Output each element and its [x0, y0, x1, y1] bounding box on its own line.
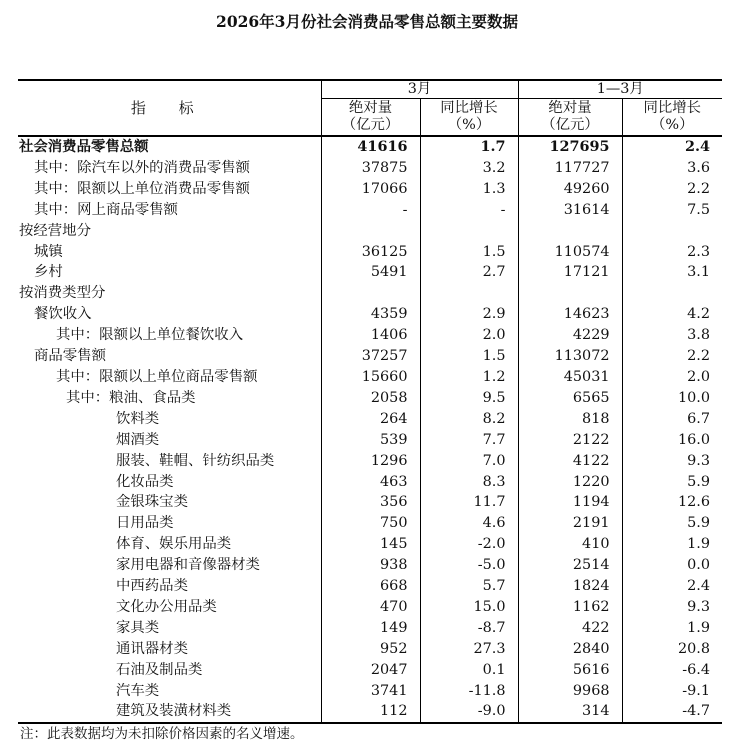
- cell-ytd-abs: 1220: [518, 472, 622, 493]
- cell-ytd-abs: 6565: [518, 388, 622, 409]
- cell-month-abs: 1406: [321, 325, 420, 346]
- table-row: [18, 262, 722, 283]
- cell-month-yoy: -5.0: [420, 555, 518, 576]
- cell-ytd-yoy: 3.6: [622, 158, 722, 179]
- row-label: 烟酒类: [116, 431, 160, 448]
- row-label: 其中：网上商品零售额: [34, 201, 178, 218]
- cell-ytd-yoy: 3.1: [622, 262, 722, 283]
- cell-ytd-yoy: 6.7: [622, 409, 722, 430]
- cell-ytd-abs: 4229: [518, 325, 622, 346]
- table-row: [18, 618, 722, 639]
- page-title: 2026年3月份社会消费品零售总额主要数据: [216, 12, 518, 31]
- table-row: [18, 660, 722, 681]
- table-row: [18, 242, 722, 263]
- cell-month-abs: 668: [321, 576, 420, 597]
- cell-month-abs: 463: [321, 472, 420, 493]
- row-label: 石油及制品类: [116, 661, 203, 678]
- row-label: 家用电器和音像器材类: [116, 557, 260, 574]
- cell-ytd-yoy: 1.9: [622, 618, 722, 639]
- cell-month-abs: 41616: [321, 136, 420, 158]
- cell-month-yoy: 27.3: [420, 639, 518, 660]
- row-label: 其中：粮油、食品类: [66, 389, 196, 406]
- cell-ytd-abs: 127695: [518, 136, 622, 158]
- group-header-ytd: 1—3月: [518, 80, 722, 99]
- row-label: 城镇: [34, 243, 63, 260]
- cell-month-yoy: 5.7: [420, 576, 518, 597]
- row-label: 建筑及装潢材料类: [18, 701, 321, 723]
- footnote: 注：此表数据均为未扣除价格因素的名义增速。: [20, 726, 304, 742]
- cell-month-yoy: 0.1: [420, 660, 518, 681]
- table-row: [18, 430, 722, 451]
- cell-month-abs: 17066: [321, 179, 420, 200]
- cell-month-abs: [321, 283, 420, 304]
- cell-ytd-yoy: 3.8: [622, 325, 722, 346]
- cell-month-yoy: [420, 221, 518, 242]
- row-label: 服装、鞋帽、针纺织品类: [116, 452, 275, 469]
- table-body: [18, 136, 722, 723]
- cell-ytd-yoy: 9.3: [622, 451, 722, 472]
- cell-ytd-abs: [518, 221, 622, 242]
- cell-month-yoy: 7.7: [420, 430, 518, 451]
- cell-month-abs: 4359: [321, 304, 420, 325]
- cell-month-yoy: [420, 283, 518, 304]
- cell-month-abs: 145: [321, 534, 420, 555]
- cell-ytd-abs: 117727: [518, 158, 622, 179]
- cell-month-abs: 264: [321, 409, 420, 430]
- cell-ytd-abs: 113072: [518, 346, 622, 367]
- cell-ytd-yoy: 1.9: [622, 534, 722, 555]
- row-label: 通讯器材类: [116, 640, 188, 657]
- cell-month-abs: 36125: [321, 242, 420, 263]
- cell-ytd-yoy: 7.5: [622, 200, 722, 221]
- cell-month-yoy: -: [420, 200, 518, 221]
- cell-month-yoy: -9.0: [420, 701, 518, 723]
- table-row: [18, 200, 722, 221]
- cell-month-yoy: 1.7: [420, 136, 518, 158]
- cell-ytd-abs: 422: [518, 618, 622, 639]
- cell-ytd-yoy: 2.4: [622, 576, 722, 597]
- cell-month-abs: 938: [321, 555, 420, 576]
- cell-month-yoy: 8.3: [420, 472, 518, 493]
- cell-month-yoy: 15.0: [420, 597, 518, 618]
- row-label: 文化办公用品类: [116, 598, 217, 615]
- cell-ytd-abs: 9968: [518, 681, 622, 702]
- cell-month-yoy: 9.5: [420, 388, 518, 409]
- row-label: 金银珠宝类: [116, 494, 188, 511]
- row-label: 社会消费品零售总额: [19, 138, 149, 155]
- cell-ytd-yoy: 4.2: [622, 304, 722, 325]
- cell-month-abs: 3741: [321, 681, 420, 702]
- table-row: [18, 534, 722, 555]
- cell-ytd-abs: 2191: [518, 513, 622, 534]
- cell-month-yoy: 2.9: [420, 304, 518, 325]
- cell-month-yoy: 3.2: [420, 158, 518, 179]
- row-label: 按经营地分: [19, 222, 91, 239]
- cell-ytd-yoy: 10.0: [622, 388, 722, 409]
- row-label: 体育、娱乐用品类: [116, 536, 232, 553]
- cell-month-abs: [321, 221, 420, 242]
- cell-month-yoy: 2.7: [420, 262, 518, 283]
- cell-month-abs: 539: [321, 430, 420, 451]
- cell-month-abs: 37875: [321, 158, 420, 179]
- cell-ytd-yoy: 5.9: [622, 472, 722, 493]
- cell-ytd-yoy: 0.0: [622, 555, 722, 576]
- row-label: 餐饮收入: [34, 306, 92, 323]
- cell-ytd-yoy: [622, 221, 722, 242]
- cell-month-yoy: 8.2: [420, 409, 518, 430]
- cell-ytd-yoy: 2.0: [622, 367, 722, 388]
- cell-month-yoy: -11.8: [420, 681, 518, 702]
- cell-month-abs: 2058: [321, 388, 420, 409]
- table-row: [18, 136, 722, 158]
- table-row: [18, 179, 722, 200]
- table-row: [18, 576, 722, 597]
- cell-ytd-abs: 410: [518, 534, 622, 555]
- table-row: [18, 639, 722, 660]
- cell-month-abs: 470: [321, 597, 420, 618]
- cell-ytd-yoy: 2.4: [622, 136, 722, 158]
- table-row: [18, 451, 722, 472]
- cell-month-abs: 5491: [321, 262, 420, 283]
- cell-month-abs: 149: [321, 618, 420, 639]
- cell-ytd-yoy: 2.3: [622, 242, 722, 263]
- cell-ytd-abs: 1824: [518, 576, 622, 597]
- cell-month-yoy: 1.5: [420, 346, 518, 367]
- cell-ytd-yoy: -4.7: [622, 701, 722, 723]
- cell-month-yoy: -2.0: [420, 534, 518, 555]
- cell-ytd-yoy: 12.6: [622, 492, 722, 513]
- row-label: 其中：限额以上单位消费品零售额: [34, 180, 250, 197]
- cell-ytd-abs: 31614: [518, 200, 622, 221]
- cell-ytd-abs: 2122: [518, 430, 622, 451]
- cell-ytd-abs: 14623: [518, 304, 622, 325]
- table-row: [18, 472, 722, 493]
- cell-month-abs: -: [321, 200, 420, 221]
- col-header-month-yoy: 同比增长 （%）: [420, 99, 518, 137]
- row-label: 家具类: [116, 619, 160, 636]
- cell-ytd-yoy: 5.9: [622, 513, 722, 534]
- table-row: [18, 513, 722, 534]
- group-header-month: 3月: [321, 80, 518, 99]
- cell-ytd-abs: 2840: [518, 639, 622, 660]
- cell-month-abs: 952: [321, 639, 420, 660]
- row-label: 商品零售额: [34, 348, 106, 365]
- cell-ytd-yoy: [622, 283, 722, 304]
- col-header-ytd-abs: 绝对量 （亿元）: [518, 99, 622, 137]
- cell-month-abs: 37257: [321, 346, 420, 367]
- cell-month-abs: 15660: [321, 367, 420, 388]
- row-label: 日用品类: [116, 515, 174, 532]
- cell-ytd-abs: 110574: [518, 242, 622, 263]
- row-label: 化妆品类: [116, 473, 174, 490]
- table-row: [18, 701, 722, 723]
- cell-ytd-abs: 17121: [518, 262, 622, 283]
- cell-month-yoy: 2.0: [420, 325, 518, 346]
- table-row: [18, 221, 722, 242]
- cell-ytd-yoy: 2.2: [622, 179, 722, 200]
- retail-sales-table: [18, 79, 722, 724]
- cell-ytd-yoy: -9.1: [622, 681, 722, 702]
- cell-ytd-abs: 1162: [518, 597, 622, 618]
- cell-ytd-yoy: 9.3: [622, 597, 722, 618]
- row-label: 饮料类: [116, 410, 160, 427]
- cell-month-abs: 1296: [321, 451, 420, 472]
- cell-ytd-abs: 1194: [518, 492, 622, 513]
- table-row: [18, 158, 722, 179]
- cell-month-abs: 2047: [321, 660, 420, 681]
- cell-ytd-yoy: 20.8: [622, 639, 722, 660]
- table-row: [18, 597, 722, 618]
- table-row: [18, 409, 722, 430]
- table-row: [18, 367, 722, 388]
- cell-ytd-abs: 818: [518, 409, 622, 430]
- table-row: [18, 492, 722, 513]
- cell-month-abs: 750: [321, 513, 420, 534]
- row-label: 中西药品类: [116, 578, 188, 595]
- cell-ytd-abs: 4122: [518, 451, 622, 472]
- cell-ytd-abs: 2514: [518, 555, 622, 576]
- table-row: [18, 555, 722, 576]
- row-label: 乡村: [34, 264, 63, 281]
- table-row: [18, 346, 722, 367]
- table-row: [18, 388, 722, 409]
- indicator-header: 指 标: [18, 80, 321, 136]
- row-label: 其中：限额以上单位商品零售额: [56, 368, 258, 385]
- col-header-month-abs: 绝对量 （亿元）: [321, 99, 420, 137]
- cell-ytd-abs: 314: [518, 701, 622, 723]
- cell-ytd-yoy: 16.0: [622, 430, 722, 451]
- cell-month-yoy: 4.6: [420, 513, 518, 534]
- table-row: [18, 681, 722, 702]
- table-row: [18, 325, 722, 346]
- cell-ytd-yoy: -6.4: [622, 660, 722, 681]
- cell-ytd-abs: [518, 283, 622, 304]
- cell-ytd-yoy: 2.2: [622, 346, 722, 367]
- cell-month-yoy: 1.2: [420, 367, 518, 388]
- cell-ytd-abs: 5616: [518, 660, 622, 681]
- cell-ytd-abs: 49260: [518, 179, 622, 200]
- cell-month-yoy: 1.3: [420, 179, 518, 200]
- table-row: [18, 304, 722, 325]
- col-header-ytd-yoy: 同比增长 （%）: [622, 99, 722, 137]
- cell-month-abs: 356: [321, 492, 420, 513]
- cell-month-yoy: -8.7: [420, 618, 518, 639]
- row-label: 其中：限额以上单位餐饮收入: [56, 327, 244, 344]
- cell-month-yoy: 7.0: [420, 451, 518, 472]
- row-label: 其中：除汽车以外的消费品零售额: [34, 159, 250, 176]
- cell-month-yoy: 11.7: [420, 492, 518, 513]
- cell-ytd-abs: 45031: [518, 367, 622, 388]
- table-row: [18, 283, 722, 304]
- row-label: 按消费类型分: [19, 285, 106, 302]
- cell-month-abs: 112: [321, 701, 420, 723]
- cell-month-yoy: 1.5: [420, 242, 518, 263]
- row-label: 汽车类: [116, 682, 160, 699]
